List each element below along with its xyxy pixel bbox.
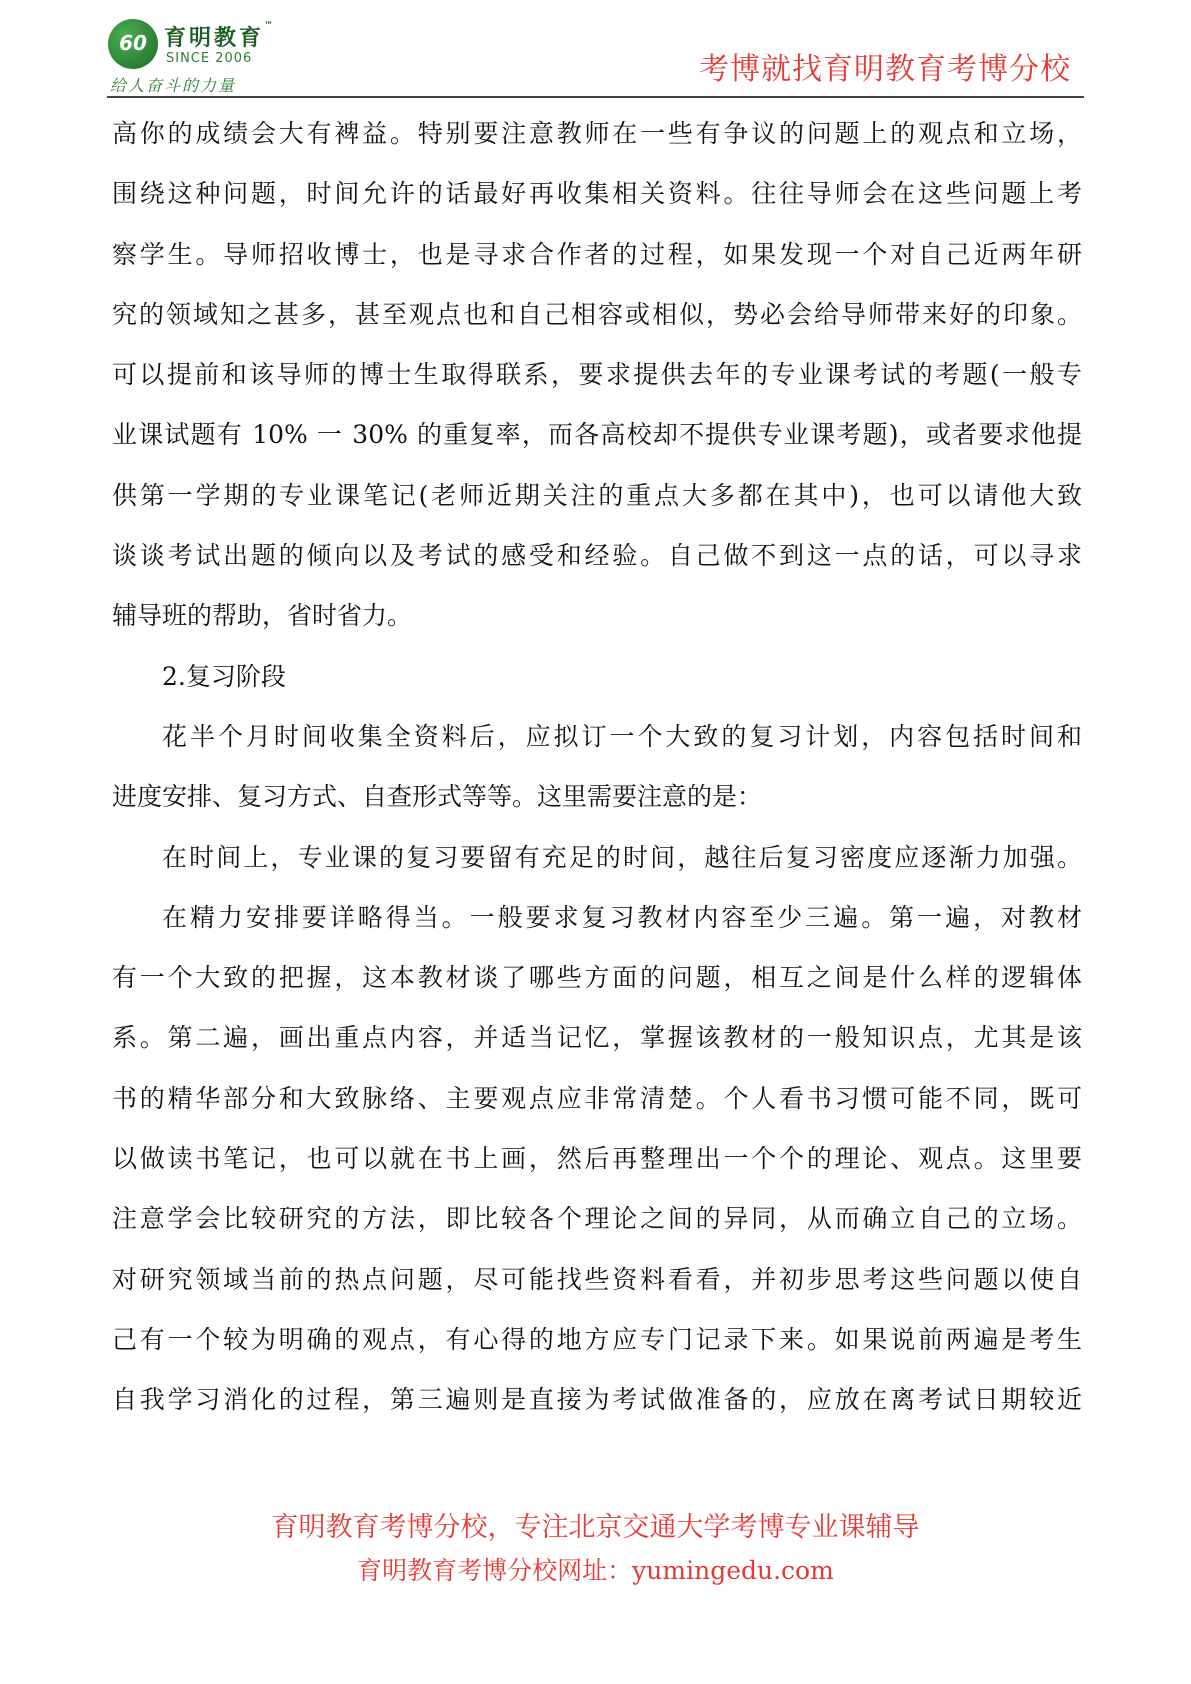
- text-line: 围绕这种问题，时间允许的话最好再收集相关资料。往往导师会在这些问题上考: [112, 179, 1082, 209]
- text-line: 业课试题有 10% 一 30% 的重复率，而各高校却不提供专业课考题)，或者要求他提: [112, 420, 1082, 450]
- text-line: 系。第二遍，画出重点内容，并适当记忆，掌握该教材的一般知识点，尤其是该: [112, 1023, 1082, 1053]
- text-line: 对研究领域当前的热点问题，尽可能找些资料看看，并初步思考这些问题以使自: [112, 1264, 1082, 1294]
- logo-name: [164, 21, 273, 52]
- text-line: 高你的成绩会大有裨益。特别要注意教师在一些有争议的问题上的观点和立场，: [112, 119, 1082, 148]
- logo-slogan: 给人奋斗的力量: [110, 76, 237, 95]
- footer-line-1: 育明教育考博分校，专注北京交通大学考博专业课辅导: [271, 1512, 920, 1543]
- text-line: 谈谈考试出题的倾向以及考试的感受和经验。自己做不到这一点的话，可以寻求: [112, 541, 1082, 571]
- section-heading: 2.复习阶段: [162, 661, 286, 691]
- text-line: 察学生。导师招收博士，也是寻求合作者的过程，如果发现一个对自己近两年研: [112, 239, 1082, 269]
- text-line: 在时间上，专业课的复习要留有充足的时间，越往后复习密度应逐渐力加强。: [162, 842, 1082, 872]
- text-line: 进度安排、复习方式、自查形式等等。这里需要注意的是：: [112, 782, 763, 812]
- header-divider: [107, 96, 1084, 98]
- text-line: 有一个大致的把握，这本教材谈了哪些方面的问题，相互之间是什么样的逻辑体: [112, 963, 1082, 993]
- logo-name-text: 育明教育: [164, 26, 265, 51]
- text-line: 供第一学期的专业课笔记(老师近期关注的重点大多都在其中)，也可以请他大致: [112, 480, 1082, 510]
- header-title: 考博就找育明教育考博分校: [699, 52, 1071, 87]
- text-line: 辅导班的帮助，省时省力。: [112, 601, 413, 631]
- text-line: 花半个月时间收集全资料后，应拟订一个大致的复习计划，内容包括时间和: [162, 721, 1082, 751]
- text-line: 书的精华部分和大致脉络、主要观点应非常清楚。个人看书习惯可能不同，既可: [112, 1083, 1082, 1113]
- text-line: 注意学会比较研究的方法，即比较各个理论之间的异同，从而确立自己的立场。: [112, 1204, 1082, 1234]
- logo-mark: 60: [119, 31, 147, 55]
- document-body: [112, 104, 1082, 1431]
- page-header: [0, 0, 1191, 102]
- text-line: 自我学习消化的过程，第三遍则是直接为考试做准备的，应放在离考试日期较近: [112, 1385, 1082, 1415]
- logo-since: SINCE 2006: [166, 51, 253, 66]
- text-line: 在精力安排要详略得当。一般要求复习教材内容至少三遍。第一遍，对教材: [162, 902, 1082, 932]
- logo-tm: ™: [264, 21, 274, 31]
- logo: [108, 17, 274, 95]
- text-line: 以做读书笔记，也可以就在书上画，然后再整理出一个个的理论、观点。这里要: [112, 1144, 1082, 1174]
- text-line: 己有一个较为明确的观点，有心得的地方应专门记录下来。如果说前两遍是考生: [112, 1324, 1082, 1354]
- text-line: 可以提前和该导师的博士生取得联系，要求提供去年的专业课考试的考题(一般专: [112, 360, 1082, 390]
- footer-line-2: 育明教育考博分校网址：yumingedu.com: [357, 1556, 834, 1585]
- text-line: 究的领域知之甚多，甚至观点也和自己相容或相似，势必会给导师带来好的印象。: [112, 299, 1082, 329]
